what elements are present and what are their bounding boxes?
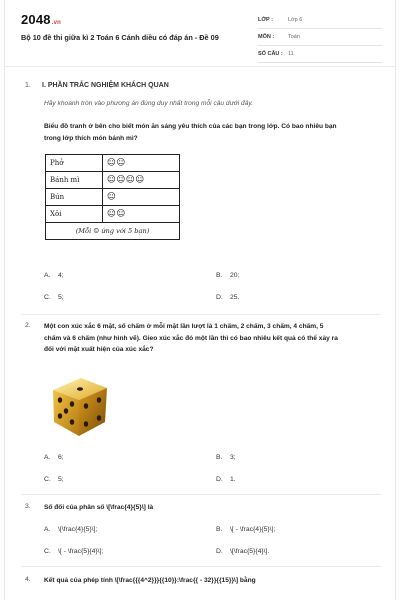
- option-d[interactable]: [216, 548, 269, 555]
- question-number: 2.: [25, 322, 31, 329]
- exam-page: [4, 0, 396, 600]
- exam-meta: [258, 12, 382, 63]
- option-d[interactable]: [216, 476, 236, 483]
- option-letter: D.: [216, 476, 223, 483]
- meta-subject-value: Toán: [288, 34, 300, 40]
- option-text: 3;: [230, 454, 236, 461]
- option-c[interactable]: [44, 548, 103, 555]
- question-2-line-1: Một con xúc xắc 6 mặt, số chấm ở mỗi mặt lần lượt là 1 chấm, 2 chấm, 3 chấm, 4 chấm, 5: [44, 323, 324, 330]
- pictograph-table: [45, 154, 180, 240]
- section-instruction: Hãy khoanh tròn vào phương án đúng duy nhất trong mỗi câu dưới đây.: [44, 100, 254, 107]
- smiley-icons: ☺: [103, 189, 180, 206]
- option-letter: B.: [216, 526, 223, 533]
- option-text: \[\frac{4}{5}\];: [58, 526, 98, 533]
- section-heading: [25, 82, 169, 89]
- question-3-text: Số đối của phân số \[\frac{4}{5}\] là: [44, 504, 154, 511]
- page-header: [5, 0, 395, 67]
- table-row: [46, 172, 180, 189]
- option-letter: D.: [216, 548, 223, 555]
- option-text: 20;: [230, 272, 240, 279]
- option-text: \[ - \frac{4}{5}\];: [230, 526, 276, 533]
- option-b[interactable]: [216, 272, 239, 279]
- meta-grade: [258, 12, 382, 29]
- option-letter: D.: [216, 294, 223, 301]
- option-letter: C.: [44, 294, 51, 301]
- question-number: 4.: [25, 576, 31, 583]
- site-logo[interactable]: [21, 12, 61, 27]
- section-title: I. PHẦN TRẮC NGHIỆM KHÁCH QUAN: [42, 82, 169, 89]
- question-1-text: [44, 121, 337, 144]
- option-letter: A.: [44, 454, 51, 461]
- option-a[interactable]: [44, 272, 64, 279]
- dice-image: [47, 372, 111, 440]
- question-1-line-1: Biểu đồ tranh ở bên cho biết món ăn sáng yêu thích của các bạn trong lớp. Có bao nhiêu bạn: [44, 123, 337, 130]
- option-c[interactable]: [44, 294, 64, 301]
- option-d[interactable]: [216, 294, 239, 301]
- option-text: \[\frac{5}{4}\].: [230, 548, 270, 555]
- smiley-icons: ☺☺: [103, 155, 180, 172]
- table-row: [46, 189, 180, 206]
- question-divider: [21, 494, 381, 495]
- question-4-text: Kết quả của phép tính \[\frac{{{4^2}}}{{10}}:\frac{{ - 32}}{{15}}\] bằng: [44, 577, 256, 584]
- meta-question-count: [258, 46, 382, 63]
- option-text: 1.: [230, 476, 236, 483]
- option-text: 5;: [58, 476, 64, 483]
- table-row: [46, 206, 180, 223]
- option-letter: B.: [216, 454, 223, 461]
- option-letter: B.: [216, 272, 223, 279]
- option-text: 25.: [230, 294, 240, 301]
- meta-count-value: 11: [288, 51, 294, 57]
- logo-tld: .vn: [51, 20, 62, 26]
- option-text: 5;: [58, 294, 64, 301]
- table-row: [46, 155, 180, 172]
- food-name: Xôi: [46, 206, 103, 223]
- option-b[interactable]: [216, 454, 236, 461]
- smiley-icons: ☺☺: [103, 206, 180, 223]
- meta-subject: [258, 29, 382, 46]
- option-text: \[ - \frac{5}{4}\];: [58, 548, 104, 555]
- question-number: 1.: [25, 82, 31, 89]
- option-letter: C.: [44, 548, 51, 555]
- question-divider: [21, 566, 381, 567]
- option-a[interactable]: [44, 454, 64, 461]
- question-2-line-2: chấm và 6 chấm (như hình vẽ). Gieo xúc xắc đó một lần thì có bao nhiêu kết quả có thể xảy ra: [44, 334, 338, 342]
- question-number: 3.: [25, 503, 31, 510]
- meta-grade-value: Lớp 6: [288, 17, 303, 23]
- meta-count-label: SỐ CÂU :: [258, 51, 283, 57]
- food-name: Bánh mì: [46, 172, 103, 189]
- question-1-line-2: trong lớp thích món bánh mì?: [44, 134, 138, 142]
- question-2-line-3: đối với mặt xuất hiện của xúc xắc?: [44, 346, 154, 353]
- food-name: Bún: [46, 189, 103, 206]
- table-note: (Mỗi ☺ ứng với 5 bạn): [46, 223, 180, 240]
- logo-text: 2048: [21, 12, 51, 27]
- question-divider: [21, 314, 381, 315]
- meta-subject-label: MÔN :: [258, 34, 275, 40]
- option-letter: A.: [44, 272, 51, 279]
- question-2-text: [44, 321, 338, 356]
- option-text: 4;: [58, 272, 64, 279]
- table-row: [46, 223, 180, 240]
- meta-grade-label: LỚP :: [258, 17, 273, 23]
- food-name: Phở: [46, 155, 103, 172]
- smiley-icons: ☺☺☺☺: [103, 172, 180, 189]
- option-letter: A.: [44, 526, 51, 533]
- option-b[interactable]: [216, 526, 275, 533]
- option-a[interactable]: [44, 526, 97, 533]
- exam-title: Bộ 10 đề thi giữa kì 2 Toán 6 Cánh diều có đáp án - Đề 09: [21, 33, 219, 42]
- option-text: 6;: [58, 454, 64, 461]
- option-c[interactable]: [44, 476, 64, 483]
- option-letter: C.: [44, 476, 51, 483]
